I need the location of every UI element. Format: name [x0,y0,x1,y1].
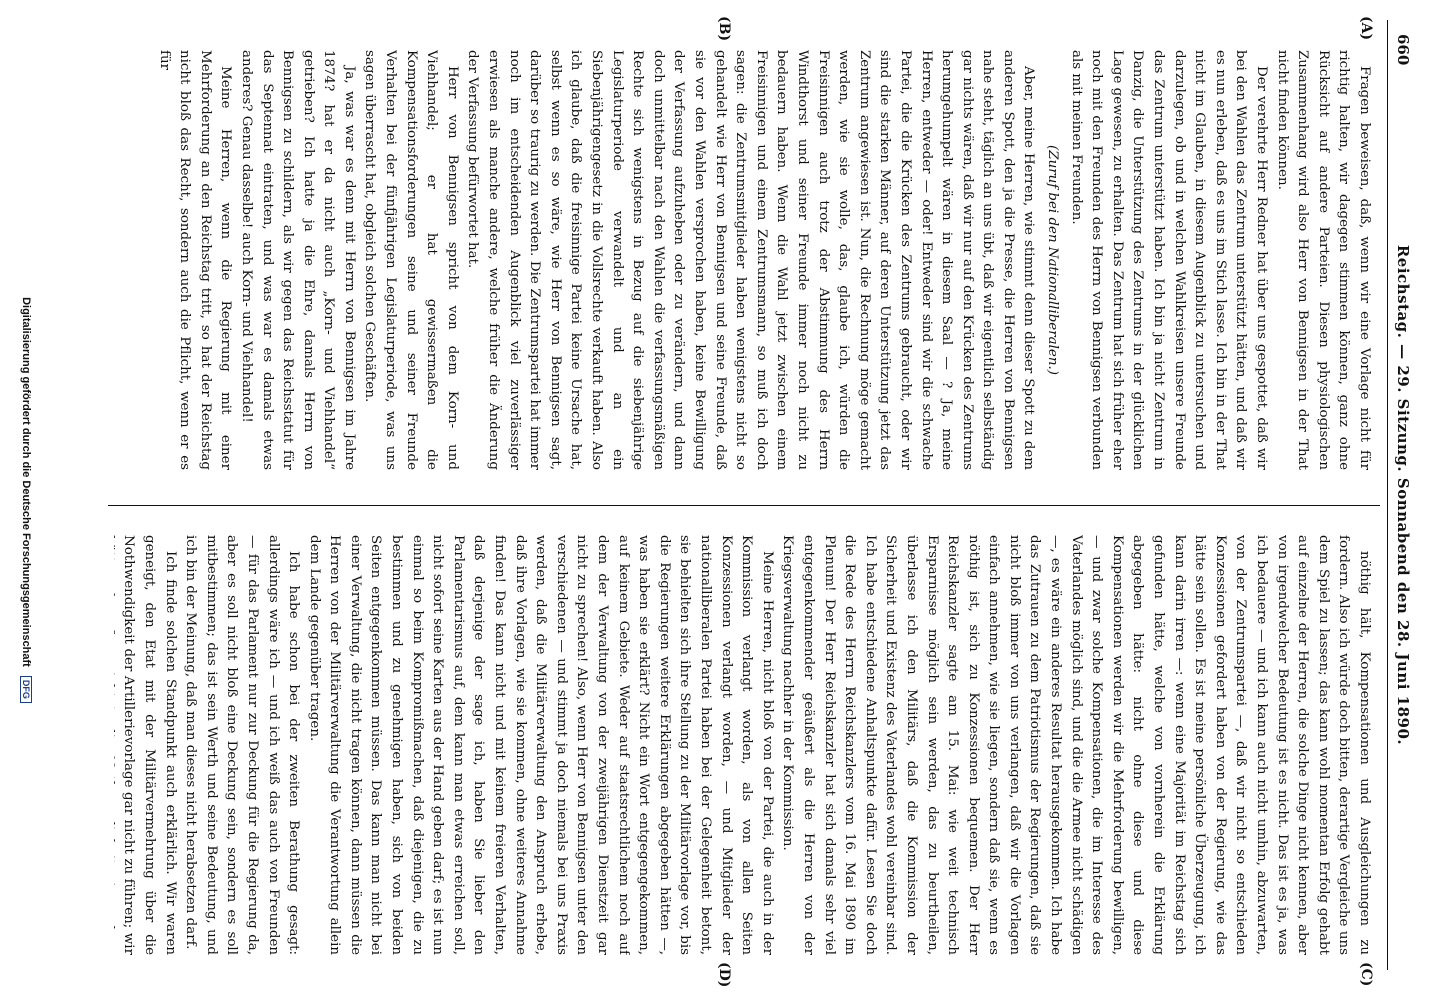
text-column-left [114,50,1374,470]
digitization-footer [20,0,32,1000]
interjection: (Zuruf bei den Nationalliberalen.) [1045,145,1061,375]
page-number: 660 [1394,34,1412,66]
paragraph: Ich habe schon bei der zweiten Berathung gesagt: allerdings wäre ich — und ich weiß das auch von Freunden — für das Parlament nur zur Deckung für die Regierung da, aber es soll nicht bloß eine Deckung sein, sondern es soll mitbestimmen; das ist sein Werth und seine Bedeutung, und ich bin der Meinung, daß man dieses nicht herabsetzen darf. [183,535,302,955]
margin-mark-b: (B) [716,16,732,42]
text-column-right [114,535,1374,955]
dfg-logo: DFG [20,676,32,703]
paragraph: Aber, meine Herren, wie stimmt denn dieser Spott zu dem anderen Spott, den ja die Presse, die Herren von Bennigsen nahe steht, täglich an uns übt, daß wir eigentlich selbständig gar nichts wären, daß wir nur auf den Krücken des Zentrums herumgehumpelt wären in diesem Saal — ? Ja, meine Herren, entweder — oder! Entweder sind wir die schwache Partei, die die Krücken des Zentrums gebraucht, oder wir sind die starken Männer, auf deren Unterstützung jetzt das Zentrum angewiesen ist. Nun, die Rechnung möge gemacht werden, wie sie wolle, das, glaube ich, würden die Freisinnigen auch trotz der Abstimmung des Herrn Windthorst und seiner Freunde immer noch nicht zu bedauern haben. Wenn die Wahl jetzt zwischen einem Freisinnigen und einem Zentrumsmann, so muß ich doch sagen: die Zentrumsmitglieder haben wenigstens nicht so gehandelt wie Herr von Bennigsen und seine Freunde, daß sie vor den Wahlen versprochen haben, keine Bewilligung der Verfassung aufzuheben oder zu verändern, und dann doch unmittelbar nach den Wahlen die verfassungsmäßigen Rechte sich wenigstens in Bezug auf die siebenjährige Legislaturperiode verwandelt und an ein Siebenjährigengesetz in die Vollsrechte verkauft haben. Also ich glaube, daß die freisinnige Partei keine Ursache hat, selbst wenn es so wäre, wie Herr von Bennigsen sagt, darüber so traurig zu werden. Die Zentrumspartei hat immer noch im entscheidenden Augenblick viel zuverlässiger erwiesen als manche andere, welche früher die Änderung der Verfassung befürwortet hat. [465,50,1037,470]
margin-mark-a: (A) [1358,16,1374,41]
paragraph: Ja, was war es denn mit Herrn von Bennigsen im Jahre 1874? hat er da nicht auch „Korn- und Viehhandel“ getrieben? Ich hatte ja die Ehre, damals Herrn von Bennigsen zu schildern, als wir gegen das Reichsstatut für das Septennat eintraten, und was war es damals etwas anderes? Genau dasselbe! auch Korn- und Viehhandel! [238,50,357,470]
margin-mark-c: (C) [1358,962,1374,987]
running-title: Reichstag. — 29. Sitzung. Sonnabend den 28. Juni 1890. [1394,244,1412,746]
column-divider [108,505,1380,506]
paragraph: Meine Herren, wenn die Regierung mit einer Mehrforderung an den Reichstag tritt, so hat der Reichstag nicht bloß das Recht, sondern auch die Pflicht, wenn er es für [156,50,234,470]
page-header [1387,20,1414,970]
paragraph: Herr von Bennigsen spricht von dem Korn- und Viehhandel; er hat gewissermaßen die Kompensationsforderungen seine und seiner Freunde Verhalten bei der fünfjährigen Legislaturperiode, was uns sagen überrascht hat, obgleich solchen Geschäften. [362,50,460,470]
paragraph: nöthig hält, Kompensationen und Ausgleichungen zu fordern. Also ich würde doch bitten, derartige Vergleiche uns dem Spiel zu lassen; das kann wohl momentan Erfolg gehabt auf einzelne der Herren, die solche Dinge nicht kennen, aber von irgendwelcher Bedeutung ist es nicht. Das ist es ja, was ich bedauere — und ich kann auch nicht umhin, abzuwarten, von der Zentrumspartei —, daß wir nicht so entschieden Konzessionen gefordert haben von der Regierung, wie das hätte sein sollen. Es ist meine persönliche Überzeugung, ich kann darin irren —: wenn eine Majorität im Reichstag sich gefunden hätte, welche von vornherein die Erklärung abgegeben hätte: nicht ohne diese und diese Kompensationen werden wir die Mehrforderung bewilligen, — und zwar solche Kompensationen, die im Interesse des Vaterlandes möglich sind, und die die Armee nicht schädigen —, es wäre ein anderes Resultat herausgekommen. Ich habe das Zutrauen zu dem Patriotismus der Regierungen, daß sie nicht bloß immer von uns verlangen, daß wir die Vorlagen einfach annehmen, wie sie liegen, sondern daß sie, wenn es nöthig ist, sich zu Konzessionen bequemen. Der Herr Reichskanzler sagte am 15. Mai: wie weit technisch Ersparnisse möglich sein werden, das zu beurtheilen, überlasse ich den Militärs, daß die Kommission der Sicherheit und Existenz des Vaterlandes wohl vereinbar sind. Ich habe entschiedene Anhaltspunkte dafür. Lesen Sie doch die Rede des Herrn Reichskanzlers vom 16. Mai 1890 im Plenum! Der Herr Reichskanzler hat sich damals sehr viel entgegenkommender geäußert als die Herren von der Kriegsverwaltung nachher in der Kommission. [780,535,1372,955]
footer-text: Digitalisierung gefördert durch die Deutsche Forschungsgemeinschaft [20,297,32,667]
margin-mark-d: (D) [716,962,732,988]
paragraph: Fragen beweisen, daß, wenn wir eine Vorlage nicht für richtig halten, wir dagegen stimmen können, ganz ohne Rücksicht auf andere Parteien. Diesen physiologischen Zusammenhang wird also Herr von Bennigsen in der That nicht finden können. [1274,50,1372,470]
paragraph: Der verehrte Herr Redner hat über uns gespottet, daß wir bei den Wahlen das Zentrum unterstützt hätten, und daß wir es nun erleben, daß es uns im Stich lasse. Ich bin in der That nicht im Glauben, in diesem Augenblick zu untersuchen und darzulegen, ob und in welchen Wahlkreisen unsere Freunde das Zentrum unterstützt haben. Ich bin ja nicht Zentrum in Danzig, die Unterstützung des Zentrums in der glücklichen Lage gewesen, zu erhalten. Das Zentrum hat sich früher eher noch mit den Freunden des Herrn von Bennigsen verbunden als mit meinen Freunden. [1068,50,1270,470]
paragraph: Meine Herren, nicht bloß von der Partei, die auch in der Kommission verlangt worden, als von allen Seiten Konzessionen verlangt worden, — und Mitglieder der nationalliberalen Partei haben bei der Gelegenheit betont, sie behielten sich ihre Stellung zu der Militärvorlage vor, bis die Regierungen weitere Erklärungen abgegeben hätten —, was haben sie erklärt? Nicht ein Wort entgegengekommen, auf keinem Gebiete. Weder auf staatsrechtlichem noch auf dem der Verwaltung von der zweijährigen Dienstzeit gar nicht zu sprechen! Also, wenn Herr von Bennigsen unter den verschiedenen — und stimmt ja doch niemals bei uns Praxis werden, daß die Militärverwaltung den Anspruch erhebe, daß ihre Vorlagen, wie sie kommen, ohne weiteres Annahme finden! Das kann nicht und mit keinem freieren Verhalten, daß derjenige der sage ich, haben Sie lieber den Parlamentarismus auf, dem kann man etwas erreichen soll, nicht sofort seine Karten aus der Hand geben darf; es ist nun einmal so beim Kompromißmachen, daß diejenigen, die zu bestimmen und zu genehmigen haben, sich von beiden Seiten entgegenkommen müssen. Das kann man nicht bei einer Verwaltung, die nicht tragen können, dann müssen die Herren von der Militärverwaltung die Verantwortung allein dem Lande gegenüber tragen. [306,535,775,955]
paragraph: Ich finde solchen Standpunkt auch erklärlich. Wir waren geneigt, den Etat mit der Militärvermehrung über die Nothwendigkeit der Artillerievorlage gar nicht zu führen; wir [121,535,178,955]
